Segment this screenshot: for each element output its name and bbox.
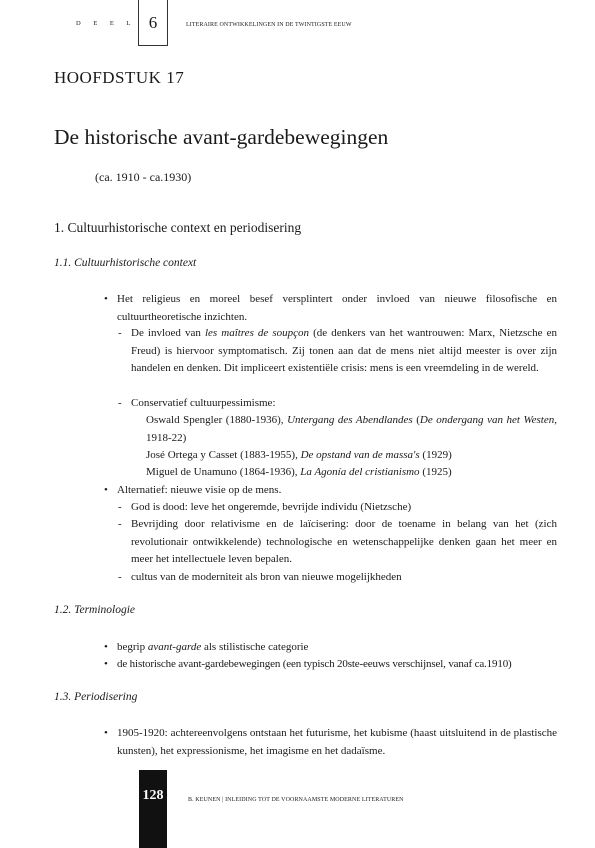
list-item: • Alternatief: nieuwe visie op de mens. [117,482,557,500]
subsection-heading-1-2: 1.2. Terminologie [54,604,136,616]
list-item: • Het religieus en moreel besef versplintert onder invloed van nieuwe filosofische en cultuurtheoretische inzichten. [117,291,557,326]
list-item: - God is dood: leve het ongeremde, bevrijde individu (Nietzsche) [131,499,557,517]
running-header-title: LITERAIRE ONTWIKKELINGEN IN DE TWINTIGSTE EEUW [186,22,352,28]
page-number: 128 [142,788,164,803]
section-heading-1: 1. Cultuurhistorische context en periodisering [54,220,302,235]
running-header-part-label: D E E L [76,20,136,27]
subsection-heading-1-1: 1.1. Cultuurhistorische context [54,257,197,269]
running-footer: B. KEUNEN | INLEIDING TOT DE VOORNAAMSTE MODERNE LITERATUREN [188,797,404,803]
list-item: - De invloed van les maîtres de soupçon (de denkers van het wantrouwen: Marx, Nietzsche en Freud) is hiervoor symptomatisch. Zij tonen aan dat de mens niet altijd meester is over zijn handelen en denken. Dit impliceert existentiële crisis: mens is een vreemdeling in de wereld. [131,325,557,378]
list-item: • de historische avant-gardebewegingen (een typisch 20ste-eeuws verschijnsel, vanaf ca.1910) [117,656,562,674]
list-item: - Conservatief cultuurpessimisme: [131,395,557,413]
reference-entry: José Ortega y Casset (1883-1955), De opstand van de massa's (1929) [146,449,452,461]
chapter-title: De historische avant-gardebewegingen [54,125,389,149]
reference-entry: Oswald Spengler (1880-1936), Untergang des Abendlandes (De ondergang van het Westen, 1918-22) [146,414,557,444]
page-number-tab [139,770,167,848]
chapter-period: (ca. 1910 - ca.1930) [95,170,192,184]
list-item: • begrip avant-garde als stilistische categorie [117,639,557,657]
subsection-heading-1-3: 1.3. Periodisering [54,691,138,703]
chapter-label: HOOFDSTUK 17 [54,68,185,87]
list-item: - cultus van de moderniteit als bron van nieuwe mogelijkheden [131,569,557,587]
reference-entry: Miguel de Unamuno (1864-1936), La Agonía del cristianismo (1925) [146,466,452,478]
part-number-tab: 6 [138,0,168,46]
list-item: - Bevrijding door relativisme en de laïcisering: door de toename in belang van het (zich revolutionair ontwikkelende) technologische en wetenschappelijke denken gaan het meer en meer het intellectuele leven bepalen. [131,516,557,569]
list-item: • 1905-1920: achtereenvolgens ontstaan het futurisme, het kubisme (haast uitsluitend in de plastische kunsten), het expressionisme, het imagisme en het dadaïsme. [117,725,557,760]
